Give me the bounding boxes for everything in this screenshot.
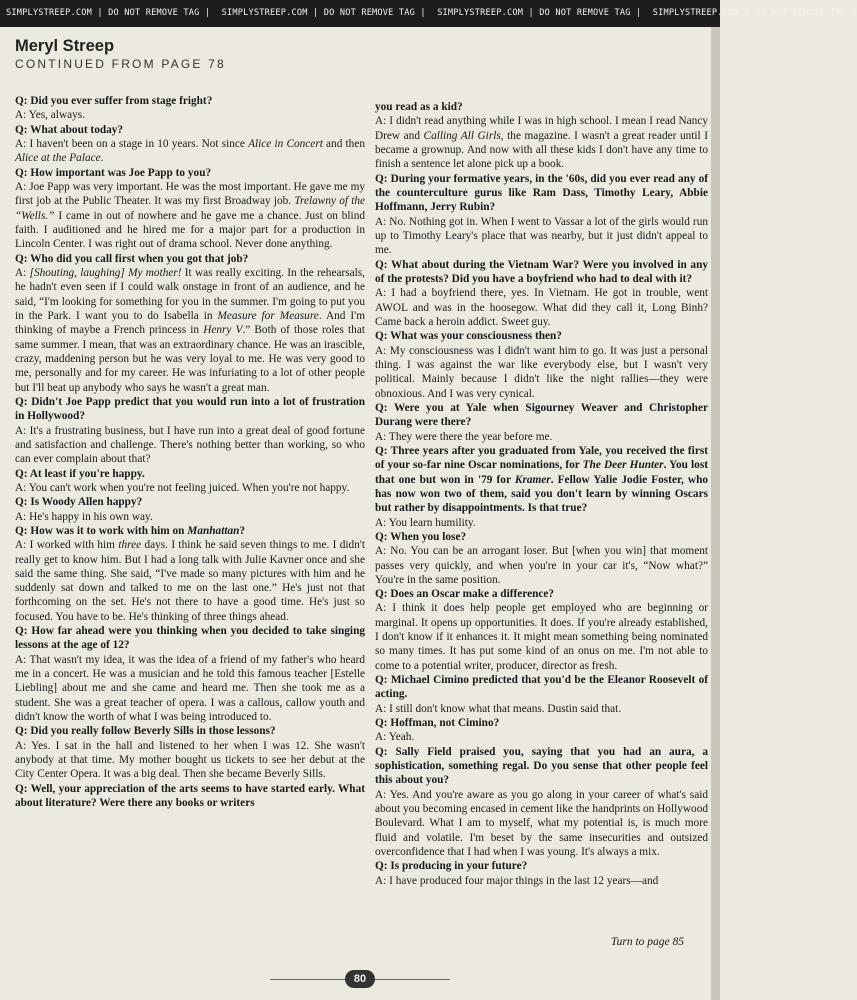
text-run: Q: How was it to work with him on: [15, 524, 188, 537]
interview-question: Q: What about during the Vietnam War? Were you involved in any of the protests? Did you have a boyfriend who had to deal with it?: [375, 258, 708, 285]
text-run: Q: Three years after you graduated from Yale, you received the first of your so-far nine Oscar nominations, for: [375, 444, 708, 472]
interview-question: Q: How important was Joe Papp to you?: [15, 166, 212, 179]
interview-answer: [15, 266, 365, 395]
interview-answer: A: That wasn't my idea, it was the idea of a friend of my father's who heard me in a concert. He was a musician and he told this famous teacher [Estelle Liebling] about me and she came and heard me. Then she took me as a student. She was a great teacher of opera. I was a callous, callow youth and didn't know the worth of what I was being introduced to.: [15, 653, 365, 724]
interview-answer: A: You can't work when you're not feeling juiced. When you're not happy.: [15, 481, 350, 494]
interview-question: Q: Were you at Yale when Sigourney Weaver and Christopher Durang were there?: [375, 401, 708, 429]
interview-question: Q: During your formative years, in the '60s, did you ever read any of the counterculture gurus like Ram Dass, Timothy Leary, Abbie Hoffmann, Jerry Rubin?: [375, 172, 708, 214]
article-header: [15, 36, 226, 71]
interview-question: Q: Is producing in your future?: [375, 860, 528, 873]
watermark-tag: SIMPLYSTREEP.COM | DO NOT REMOVE TAG |: [652, 8, 857, 18]
text-run: A: I didn't read anything while I was in high school. I mean I read Nancy Drew and: [375, 115, 708, 142]
interview-question: Q: When you lose?: [375, 530, 467, 543]
left-column: [15, 94, 365, 810]
watermark-banner: [0, 0, 857, 27]
text-run: . And I'm thinking of maybe a French princess in: [15, 309, 365, 337]
interview-question: Q: At least if you're happy.: [15, 467, 145, 480]
italic-title: Calling All Girls: [423, 129, 501, 142]
text-run: A: I worked with him: [15, 539, 119, 552]
interview-answer: A: I had a boyfriend there, yes. In Vietnam. He got in trouble, went AWOL and was in the hoosegow. What did they call it, Long Binh? Came back a heroin addict. Sweet guy.: [375, 287, 708, 328]
text-run: A: Joe Papp was very important. He was the most important. He gave me my first job at the Public Theater. It was my first Broadway job.: [15, 180, 365, 208]
italic-title: Henry V: [203, 324, 243, 337]
interview-question: Q: Is Woody Allen happy?: [15, 496, 143, 509]
text-run: days. I think he said seven things to me. I didn't really get to know him. But I had a long talk with Julie Kavner once and she said the same thing. She said, “I've made so many pictures with him and he suddenly sat down and talked to me on the last one.” He's just not that forthcoming on the set. He's not there to have a good time. He's just so focused. You have to be. He's thinking of three things ahead.: [15, 539, 366, 623]
interview-answer: A: You learn humility.: [375, 516, 476, 529]
interview-question: Q: Did you ever suffer from stage fright?: [15, 95, 213, 107]
text-run: ?: [239, 524, 246, 537]
text-run: .: [100, 152, 104, 165]
italic-title: Alice at the Palace: [15, 152, 101, 165]
watermark-tag: SIMPLYSTREEP.COM | DO NOT REMOVE TAG |: [6, 8, 211, 18]
turn-to-page-note: Turn to page 85: [610, 936, 684, 948]
interview-question: Q: How far ahead were you thinking when you decided to take singing lessons at the age of 12?: [15, 625, 365, 652]
interview-answer: A: Yes, always.: [15, 109, 85, 122]
page-number: 80: [345, 970, 375, 988]
interview-answer: A: I still don't know what that means. Dustin said that.: [375, 702, 622, 715]
watermark-tag: SIMPLYSTREEP.COM | DO NOT REMOVE TAG |: [437, 8, 642, 18]
interview-answer: A: No. Nothing got in. When I went to Vassar a lot of the girls would run up to Timothy Leary's place that was nearby, but it just didn't appeal to me.: [375, 215, 708, 257]
interview-question: Q: Michael Cimino predicted that you'd be the Eleanor Roosevelt of acting.: [375, 674, 708, 701]
italic-title: three: [118, 539, 142, 552]
interview-question: [15, 524, 365, 538]
interview-answer: A: He's happy in his own way.: [15, 510, 153, 523]
text-run: , the magazine. I wasn't a great reader until I became a grownup. And now with all these kids I don't have any time to finish a sentence let alone pick up a book.: [375, 129, 708, 171]
interview-question: Q: What about today?: [15, 123, 124, 136]
interview-answer: A: It's a frustrating business, but I have run into a great deal of good fortune and satisfaction and challenge. There's nothing better than working, so who can ever complain about that?: [15, 424, 365, 466]
interview-question: Q: Didn't Joe Papp predict that you would run into a lot of frustration in Hollywood?: [15, 395, 365, 423]
interview-answer: [15, 180, 365, 252]
interview-answer: A: Yeah.: [375, 731, 415, 744]
text-run: I came in out of nowhere and he gave me a chance. Just on blind faith. I auditioned and he hired me for a major part for a production in Lincoln Center. I was right out of drama school. Never done anything.: [15, 209, 365, 251]
right-column: [375, 100, 708, 888]
continued-from-label: CONTINUED FROM PAGE 78: [15, 57, 226, 71]
interview-question: Q: Hoffman, not Cimino?: [375, 717, 500, 730]
italic-title: Manhattan: [187, 524, 240, 537]
interview-question: Q: Sally Field praised you, saying that you had an aura, a sophistication, something regal. Do you sense that other people feel this about you?: [375, 745, 708, 787]
interview-question: Q: Did you really follow Beverly Sills in those lessons?: [15, 725, 276, 738]
interview-answer: A: I think it does help people get employed who are beginning or marginal. It opens up opportunities. It does. If you're already established, I don't know if it enhances it. It might mean something being nominated so many times. It has put some kind of an onus on me. I'm not able to come to a potential writer, producer, director as fresh.: [375, 602, 708, 672]
italic-title: [Shouting, laughing] My mother!: [29, 266, 182, 279]
text-run: A:: [15, 266, 30, 279]
italic-title: Trelawny of the “Wells.”: [15, 195, 365, 222]
italic-title: Measure for Measure: [217, 309, 319, 322]
interview-answer: A: They were there the year before me.: [375, 430, 553, 443]
italic-title: Alice in Concert: [248, 137, 323, 150]
text-run: It was really exciting. In the rehearsals, he hadn't even seen if I could walk onstage in front of an audience, and he said, “I'm looking for something for you in the summer. I'm going to put you in the Park. I want you to do Isabella in: [15, 266, 365, 322]
text-run: . Fellow Yalie Jodie Foster, who has now won two of them, said you don't learn by winning Oscars but rather by disappointments. Is that true?: [375, 473, 708, 515]
text-run: . You lost that one but won in '79 for: [375, 459, 708, 486]
interview-answer: A: Yes. I sat in the hall and listened to her when I was 12. She wasn't anybody at that time. My mother bought us tickets to see her debut at the City Center Opera. It was a big deal. Then she became Beverly Sills.: [15, 739, 365, 781]
article-subject: Meryl Streep: [15, 37, 115, 55]
interview-question: Q: What was your consciousness then?: [375, 330, 562, 343]
interview-answer: [375, 114, 708, 171]
interview-answer: A: I have produced four major things in the last 12 years—and: [375, 874, 659, 887]
interview-question: Q: Well, your appreciation of the arts seems to have started early. What about literature? Were there any books or writers: [15, 782, 365, 810]
adjacent-page-edge: [711, 27, 720, 1000]
interview-question: Q: Does an Oscar make a difference?: [375, 588, 555, 601]
interview-answer: A: Yes. And you're aware as you go along in your career of what's said about you becoming encased in cement like the handprints on Hollywood Boulevard. What I am to myself, what my potential is, is much more fluid and volatile. I'm beset by the same insecurities and outsized overconfidence that I had when I was young. It's always a mix.: [375, 788, 708, 859]
interview-question: you read as a kid?: [375, 101, 463, 113]
text-run: A: I haven't been on a stage in 10 years. Not since: [15, 137, 249, 150]
interview-answer: A: My consciousness was I didn't want him to go. It was just a personal thing. I was against the war like everybody else, but I wasn't very political. Mainly because I didn't like the night rallies—they were obnoxious. And I was very cynical.: [375, 344, 708, 400]
interview-answer: [15, 538, 365, 624]
interview-question: Q: Who did you call first when you got that job?: [15, 252, 249, 265]
interview-answer: [15, 137, 365, 166]
text-run: .” Both of those roles that same summer. I mean, that was an extraordinary chance. He was an irascible, crazy, maddening person but he was very loyal to me. He was very good to me, personally and for my career. He was infuriating to a lot of other people but I'll beat up anybody who says he wasn't a great man.: [15, 324, 365, 394]
interview-question: [375, 444, 708, 516]
italic-title: Kramer: [514, 473, 551, 486]
text-run: and then: [322, 137, 365, 150]
interview-answer: A: No. You can be an arrogant loser. But [when you win] that moment passes very quickly, and when you're in your car it's, “Now what?” You're in the same position.: [375, 545, 708, 586]
watermark-tag: SIMPLYSTREEP.COM | DO NOT REMOVE TAG |: [221, 8, 426, 18]
italic-title: The Deer Hunter: [582, 459, 664, 472]
